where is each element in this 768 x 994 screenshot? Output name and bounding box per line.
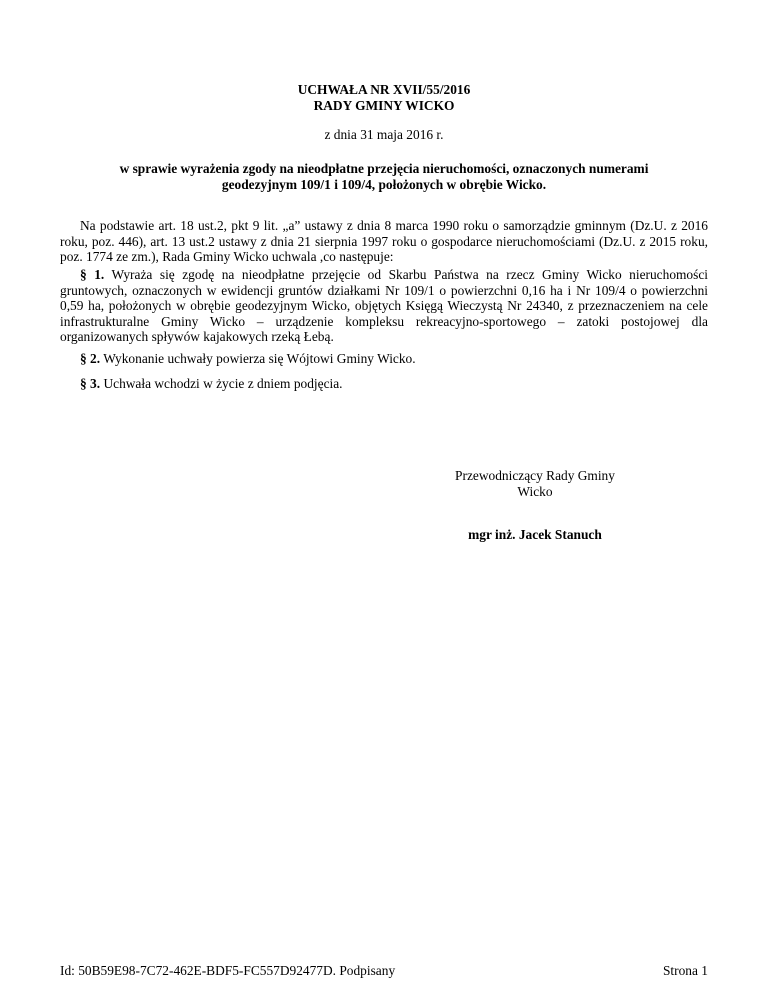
section-2-text: Wykonanie uchwały powierza się Wójtowi Gminy Wicko. <box>103 351 416 366</box>
signatory-role <box>440 468 630 499</box>
section-1-text: Wyraża się zgodę na nieodpłatne przejęcie od Skarbu Państwa na rzecz Gminy Wicko nieruchomości gruntowych, oznaczonych w ewidencji gruntów działkami Nr 109/1 o powierzchni 0,16 ha i Nr 109/4 o powierzchni 0,59 ha, położonych w obrębie geodezyjnym Wicko, objętych Księgą Wieczystą Nr 24340, z przeznaczeniem na cele infrastrukturalne Gminy Wicko – urządzenie kompleksu rekreacyjno-sportowego – zatoki postojowej dla organizowanych spływów kajakowych rzeką Łebą. <box>60 267 708 345</box>
section-3-text: Uchwała wchodzi w życie z dniem podjęcia. <box>103 376 343 391</box>
section-2 <box>60 351 708 367</box>
signatory-role-line-1: Przewodniczący Rady Gminy <box>455 468 615 483</box>
section-1-mark: § 1. <box>80 267 105 282</box>
resolution-date: z dnia 31 maja 2016 r. <box>324 127 444 142</box>
section-1 <box>60 267 708 345</box>
council-name: RADY GMINY WICKO <box>313 98 455 113</box>
section-3 <box>60 376 708 392</box>
section-3-mark: § 3. <box>80 376 101 391</box>
resolution-subject: w sprawie wyrażenia zgody na nieodpłatne przejęcia nieruchomości, oznaczonych numerami geodezyjnym 109/1 i 109/4, położonych w obrębie Wicko. <box>119 161 649 192</box>
signatory-role-line-2: Wicko <box>517 483 553 499</box>
resolution-title: UCHWAŁA NR XVII/55/2016 <box>297 82 471 97</box>
section-2-mark: § 2. <box>80 351 101 366</box>
signatory-name: mgr inż. Jacek Stanuch <box>468 527 602 542</box>
legal-basis-paragraph: Na podstawie art. 18 ust.2, pkt 9 lit. „a” ustawy z dnia 8 marca 1990 roku o samorządzie gminnym (Dz.U. z 2016 roku, poz. 446), art. 13 ust.2 ustawy z dnia 21 sierpnia 1997 roku o gospodarce nieruchomościami (Dz.U. z 2015 roku, poz. 1774 ze zm.), Rada Gminy Wicko uchwala ,co następuje: <box>60 218 708 265</box>
page-number: Strona 1 <box>662 963 708 978</box>
document-id: Id: 50B59E98-7C72-462E-BDF5-FC557D92477D. Podpisany <box>60 963 396 978</box>
